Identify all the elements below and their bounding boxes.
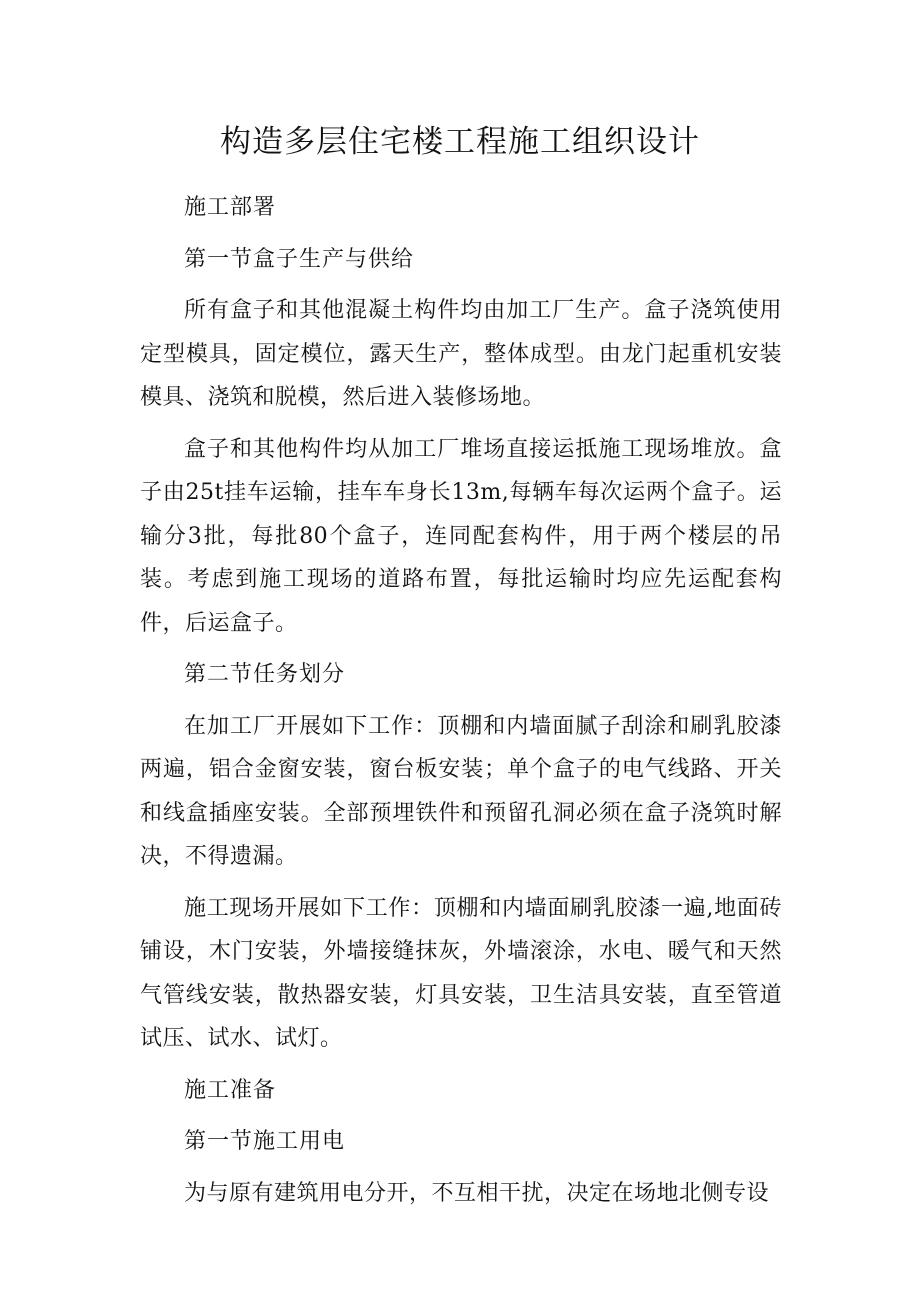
document-title: 构造多层住宅楼工程施工组织设计 — [220, 124, 700, 160]
paragraph-box-production: 所有盒子和其他混凝土构件均由加工厂生产。盒子浇筑使用定型模具，固定模位，露天生产，整体成型。由龙门起重机安装模具、浇筑和脱模，然后进入装修场地。 — [140, 298, 782, 410]
subsection-heading-task-division: 第二节任务划分 — [184, 662, 346, 687]
section-heading-construction-preparation: 施工准备 — [184, 1077, 277, 1103]
paragraph-factory-work: 在加工厂开展如下工作：顶棚和内墙面腻子刮涂和刷乳胶漆两遍，铝合金窗安装，窗台板安装；单个盒子的电气线路、开关和线盒插座安装。全部预埋铁件和预留孔洞必须在盒子浇筑时解决，不得遗漏。 — [140, 713, 782, 869]
paragraph-power-supply: 为与原有建筑用电分开，不互相干扰，决定在场地北侧专设 — [184, 1180, 770, 1206]
paragraph-box-transport: 盒子和其他构件均从加工厂堆场直接运抵施工现场堆放。盒子由25t挂车运输，挂车车身长13m,每辆车每次运两个盒子。运输分3批，每批80个盒子，连同配套构件，用于两个楼层的吊装。考虑到施工现场的道路布置，每批运输时均应先运配套构件，后运盒子。 — [140, 436, 782, 636]
subsection-heading-box-production: 第一节盒子生产与供给 — [184, 246, 415, 272]
document-body — [140, 186, 782, 1215]
subsection-heading-construction-power: 第一节施工用电 — [184, 1129, 346, 1154]
section-heading-construction-deployment: 施工部署 — [184, 195, 277, 220]
paragraph-site-work: 施工现场开展如下工作：顶棚和内墙面刷乳胶漆一遍,地面砖铺设，木门安装，外墙接缝抹灰，外墙滚涂，水电、暖气和天然气管线安装，散热器安装，灯具安装，卫生洁具安装，直至管道试压、试水、试灯。 — [140, 895, 782, 1051]
